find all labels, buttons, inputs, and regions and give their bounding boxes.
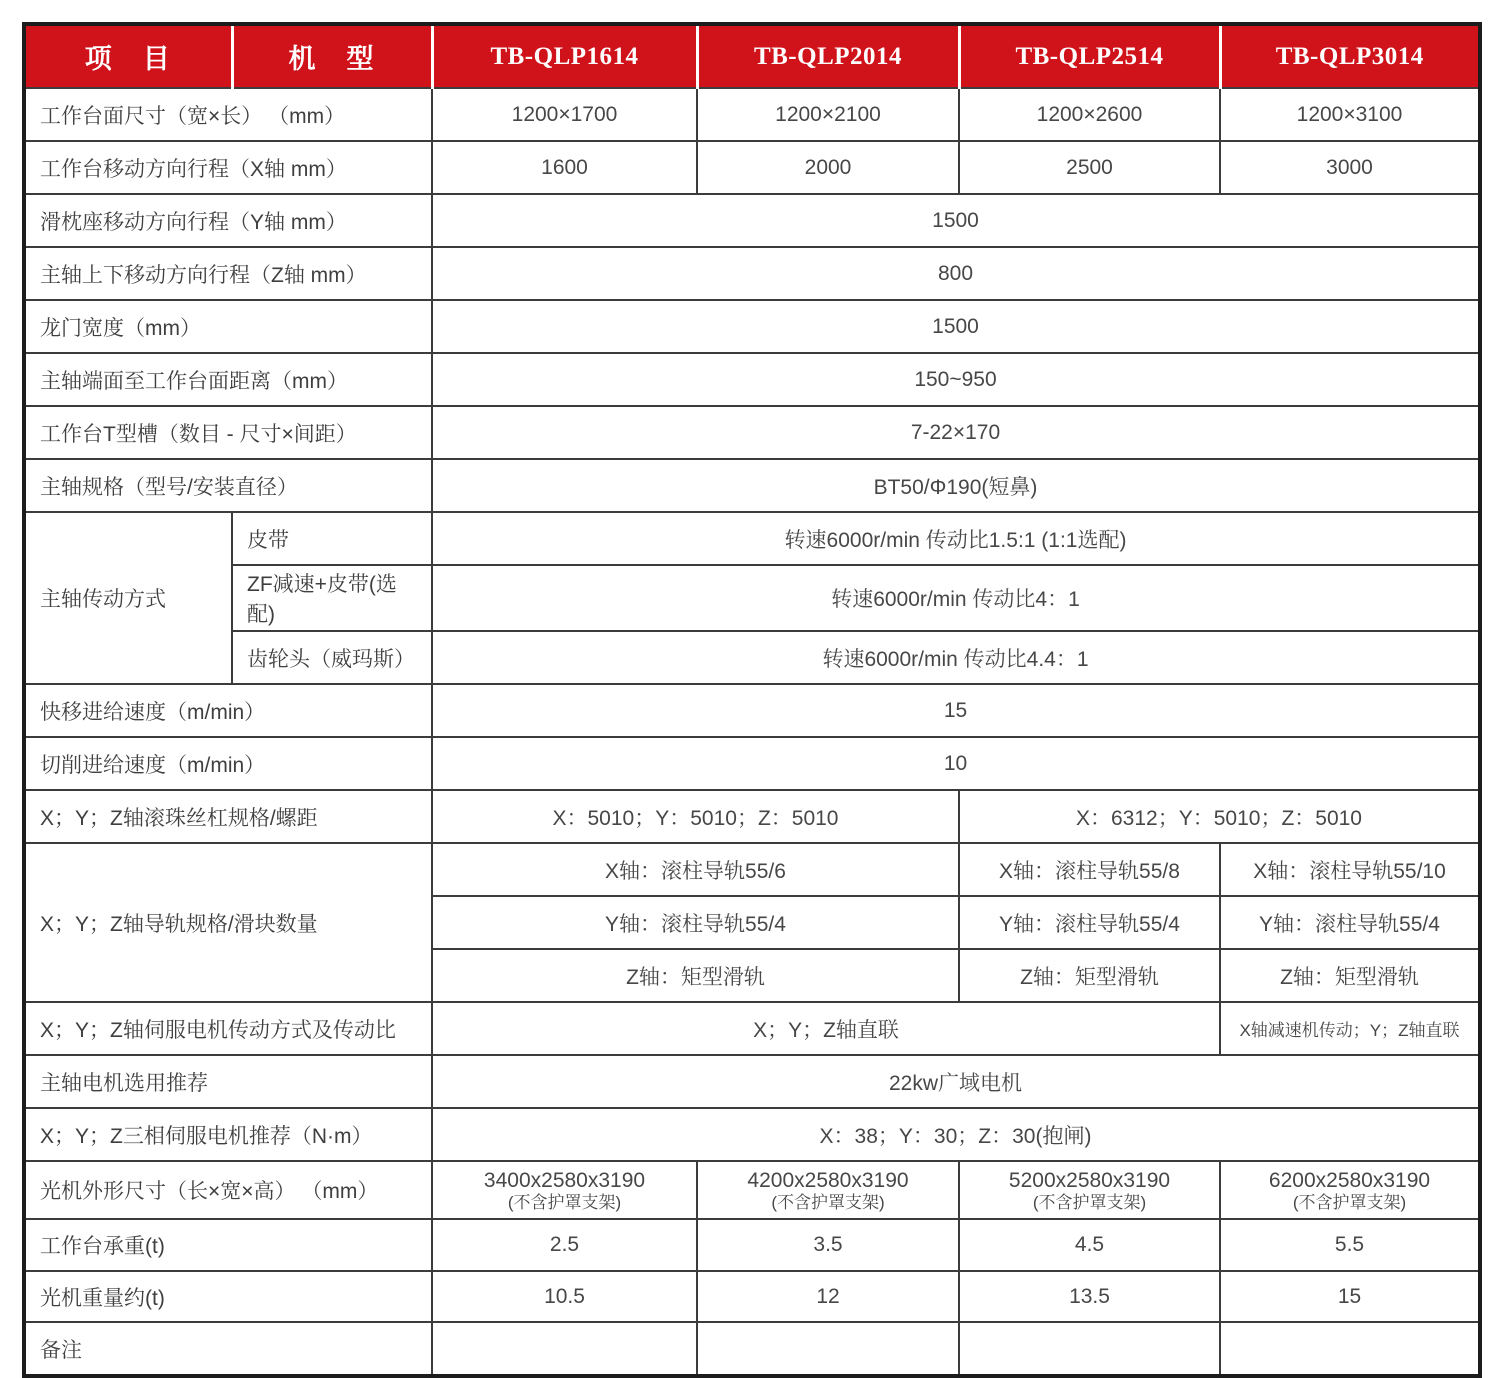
row-remarks <box>24 1322 1480 1376</box>
header-model-4: TB-QLP3014 <box>1220 24 1480 88</box>
row-label: 滑枕座移动方向行程（Y轴 mm） <box>24 194 432 247</box>
cell-value <box>697 1161 959 1219</box>
cell-value: 3.5 <box>697 1219 959 1271</box>
cell-empty <box>1220 1322 1480 1376</box>
cell-value: 1200×3100 <box>1220 88 1480 141</box>
cell-value: 13.5 <box>959 1271 1220 1322</box>
cell-value-merged: 10 <box>432 737 1480 790</box>
row-label: 工作台承重(t) <box>24 1219 432 1271</box>
row-label: X；Y；Z轴滚珠丝杠规格/螺距 <box>24 790 432 843</box>
cell-empty <box>697 1322 959 1376</box>
row-label: 主轴上下移动方向行程（Z轴 mm） <box>24 247 432 300</box>
sub-label: 皮带 <box>232 512 432 565</box>
row-label: 光机重量约(t) <box>24 1271 432 1322</box>
cell-value: 3000 <box>1220 141 1480 194</box>
row-label: 备注 <box>24 1322 432 1376</box>
row-label: 切削进给速度（m/min） <box>24 737 432 790</box>
cell-value: 1200×1700 <box>432 88 697 141</box>
row-spindle-motor <box>24 1055 1480 1108</box>
cell-value: 1200×2600 <box>959 88 1220 141</box>
cell-value-merged: X：38；Y：30；Z：30(抱闸) <box>432 1108 1480 1161</box>
row-table-load <box>24 1219 1480 1271</box>
row-worktable-size <box>24 88 1480 141</box>
dimension-value: 4200x2580x3190 <box>747 1168 909 1192</box>
cell-value <box>959 1161 1220 1219</box>
header-item: 项 目 <box>24 24 232 88</box>
dimension-value: 5200x2580x3190 <box>1008 1168 1171 1192</box>
dimension-note: (不含护罩支架) <box>771 1192 885 1212</box>
row-y-travel <box>24 194 1480 247</box>
cell-value-left: X：5010；Y：5010；Z：5010 <box>432 790 959 843</box>
row-servo-motor <box>24 1108 1480 1161</box>
cell-value-merged: 1500 <box>432 194 1480 247</box>
row-label: 快移进给速度（m/min） <box>24 684 432 737</box>
row-label: 龙门宽度（mm） <box>24 300 432 353</box>
header-row <box>24 24 1480 88</box>
row-ballscrew <box>24 790 1480 843</box>
row-label: 工作台移动方向行程（X轴 mm） <box>24 141 432 194</box>
row-gantry-width <box>24 300 1480 353</box>
cell-value-merged: 800 <box>432 247 1480 300</box>
row-guideway-x <box>24 843 1480 896</box>
cell-value <box>1220 1161 1480 1219</box>
dimension-note: (不含护罩支架) <box>1292 1192 1407 1212</box>
row-label: 主轴电机选用推荐 <box>24 1055 432 1108</box>
cell-value: 2500 <box>959 141 1220 194</box>
row-label: X；Y；Z三相伺服电机推荐（N·m） <box>24 1108 432 1161</box>
cell-value: Y轴：滚柱导轨55/4 <box>959 896 1220 949</box>
cell-value: 1600 <box>432 141 697 194</box>
cell-value: Z轴：矩型滑轨 <box>959 949 1220 1002</box>
dimension-note: (不含护罩支架) <box>507 1192 622 1212</box>
row-spindle-drive-gear <box>24 631 1480 684</box>
cell-value: 10.5 <box>432 1271 697 1322</box>
cell-empty <box>959 1322 1220 1376</box>
row-servo-drive <box>24 1002 1480 1055</box>
cell-value: 4.5 <box>959 1219 1220 1271</box>
cell-value: 2000 <box>697 141 959 194</box>
cell-value-merged: 转速6000r/min 传动比4.4：1 <box>432 631 1480 684</box>
row-label: 工作台面尺寸（宽×长） （mm） <box>24 88 432 141</box>
dimension-value: 3400x2580x3190 <box>483 1168 646 1192</box>
header-model-2: TB-QLP2014 <box>697 24 959 88</box>
row-label-spindle-drive: 主轴传动方式 <box>24 512 232 684</box>
row-spindle-to-table <box>24 353 1480 406</box>
cell-value: Z轴：矩型滑轨 <box>1220 949 1480 1002</box>
cell-value: 2.5 <box>432 1219 697 1271</box>
cell-value-merged: 150~950 <box>432 353 1480 406</box>
row-label: 工作台T型槽（数目 - 尺寸×间距） <box>24 406 432 459</box>
cell-empty <box>432 1322 697 1376</box>
cell-value-left: X；Y；Z轴直联 <box>432 1002 1220 1055</box>
cell-value-merged: 7-22×170 <box>432 406 1480 459</box>
row-machine-weight <box>24 1271 1480 1322</box>
row-z-travel <box>24 247 1480 300</box>
row-dimensions <box>24 1161 1480 1219</box>
row-spindle-spec <box>24 459 1480 512</box>
row-label-guideway: X；Y；Z轴导轨规格/滑块数量 <box>24 843 432 1002</box>
cell-value-merged: 15 <box>432 684 1480 737</box>
cell-value: 5.5 <box>1220 1219 1480 1271</box>
cell-value: Y轴：滚柱导轨55/4 <box>1220 896 1480 949</box>
row-cutting-feed <box>24 737 1480 790</box>
dimension-note: (不含护罩支架) <box>1032 1192 1147 1212</box>
sub-label: ZF减速+皮带(选配) <box>232 565 432 631</box>
header-model: 机 型 <box>232 24 432 88</box>
row-spindle-drive-belt <box>24 512 1480 565</box>
cell-value: X轴：滚柱导轨55/8 <box>959 843 1220 896</box>
row-label: X；Y；Z轴伺服电机传动方式及传动比 <box>24 1002 432 1055</box>
cell-value-left: X轴：滚柱导轨55/6 <box>432 843 959 896</box>
row-x-travel <box>24 141 1480 194</box>
cell-value: 1200×2100 <box>697 88 959 141</box>
header-model-3: TB-QLP2514 <box>959 24 1220 88</box>
sub-label: 齿轮头（威玛斯） <box>232 631 432 684</box>
cell-value-right: X轴减速机传动；Y；Z轴直联 <box>1220 1002 1480 1055</box>
row-label: 主轴端面至工作台面距离（mm） <box>24 353 432 406</box>
cell-value-merged: 1500 <box>432 300 1480 353</box>
cell-value <box>432 1161 697 1219</box>
cell-value-left: Z轴：矩型滑轨 <box>432 949 959 1002</box>
cell-value-left: Y轴：滚柱导轨55/4 <box>432 896 959 949</box>
row-label: 主轴规格（型号/安装直径） <box>24 459 432 512</box>
cell-value-merged: 转速6000r/min 传动比4：1 <box>432 565 1480 631</box>
row-t-slot <box>24 406 1480 459</box>
cell-value-right: X：6312；Y：5010；Z：5010 <box>959 790 1480 843</box>
row-label: 光机外形尺寸（长×宽×高） （mm） <box>24 1161 432 1219</box>
cell-value-merged: BT50/Φ190(短鼻) <box>432 459 1480 512</box>
dimension-value: 6200x2580x3190 <box>1268 1168 1431 1192</box>
row-spindle-drive-zf <box>24 565 1480 631</box>
row-rapid-feed <box>24 684 1480 737</box>
cell-value: X轴：滚柱导轨55/10 <box>1220 843 1480 896</box>
cell-value: 12 <box>697 1271 959 1322</box>
cell-value: 15 <box>1220 1271 1480 1322</box>
spec-table <box>22 22 1482 1378</box>
cell-value-merged: 22kw广域电机 <box>432 1055 1480 1108</box>
header-model-1: TB-QLP1614 <box>432 24 697 88</box>
cell-value-merged: 转速6000r/min 传动比1.5:1 (1:1选配) <box>432 512 1480 565</box>
